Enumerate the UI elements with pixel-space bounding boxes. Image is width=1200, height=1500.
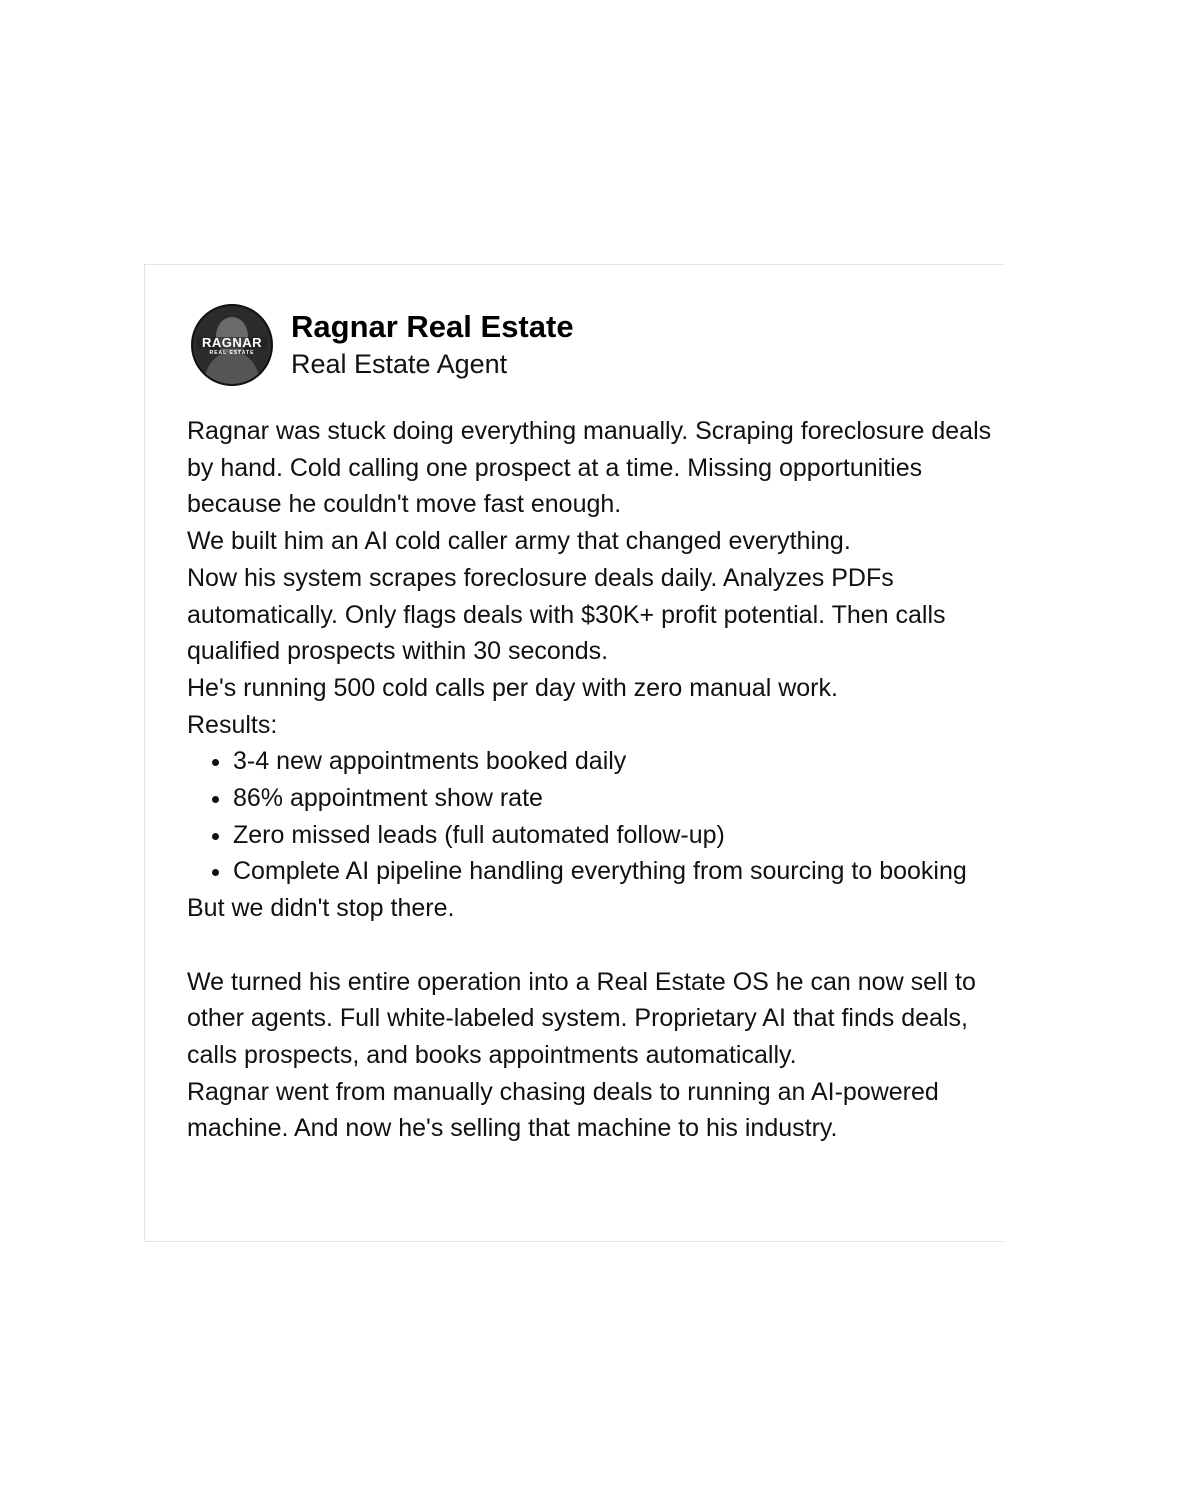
svg-text:REAL ESTATE: REAL ESTATE (209, 350, 255, 356)
post-paragraph: We built him an AI cold caller army that changed everything. (187, 527, 851, 556)
post-paragraph: We turned his entire operation into a Real Estate OS he can now sell to other agents. Full white-labeled system. Proprietary AI that finds deals, calls prospects, and books appointments automatically. (187, 967, 976, 1069)
profile-header (191, 303, 574, 387)
svg-text:RAGNAR: RAGNAR (201, 335, 263, 350)
post-paragraph: Ragnar went from manually chasing deals to running an AI-powered machine. And now he's selling that machine to his industry. (187, 1077, 939, 1143)
post-paragraph: Now his system scrapes foreclosure deals daily. Analyzes PDFs automatically. Only flags deals with $30K+ profit potential. Then calls qualified prospects within 30 seconds. (187, 563, 946, 666)
paragraph-spacer (187, 927, 997, 964)
avatar (191, 304, 273, 386)
post-paragraph: Ragnar was stuck doing everything manually. Scraping foreclosure deals by hand. Cold calling one prospect at a time. Missing opportunities because he couldn't move fast enough. (187, 417, 992, 519)
profile-role: Real Estate Agent (291, 349, 508, 379)
profile-identity (291, 308, 574, 382)
testimonial-card (144, 264, 1004, 1242)
list-item: • 86% appointment show rate (233, 780, 997, 817)
results-list (187, 743, 997, 890)
post-body (187, 413, 997, 1147)
post-paragraph: But we didn't stop there. (187, 894, 455, 923)
post-paragraph: He's running 500 cold calls per day with zero manual work. (187, 673, 838, 702)
profile-name: Ragnar Real Estate (291, 309, 574, 344)
results-heading: Results: (187, 710, 278, 739)
ragnar-logo-avatar-icon (193, 306, 271, 384)
list-item: • Zero missed leads (full automated follow-up) (233, 817, 997, 854)
list-item: • 3-4 new appointments booked daily (233, 743, 997, 780)
list-item: • Complete AI pipeline handling everything from sourcing to booking (233, 853, 997, 890)
